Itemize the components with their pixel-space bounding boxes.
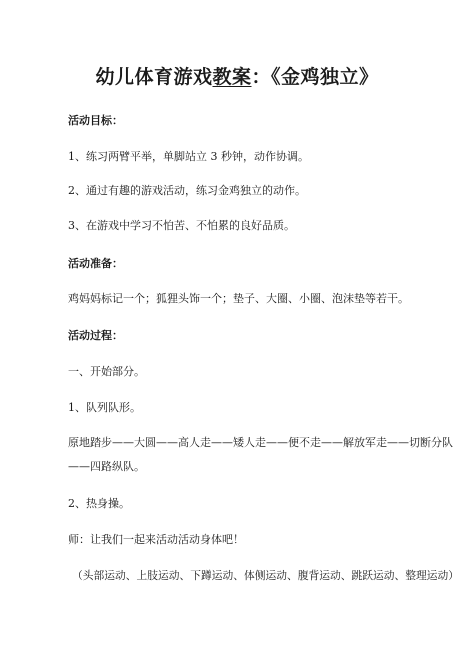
step-two: 2、热身操。 [68,497,130,510]
process-heading: 活动过程： [68,329,123,342]
title-underlined: 教案 [212,66,252,88]
walk-sequence-line-1: 原地踏步——大圆——高人走——矮人走——便不走——解放军走——切断分队 [68,436,453,449]
goal-item-1: 1、练习两臂平举，单脚站立 3 秒钟，动作协调。 [68,150,309,163]
goal-item-2: 2、通过有趣的游戏活动，练习金鸡独立的动作。 [68,184,306,197]
part-one-heading: 一、开始部分。 [68,365,145,378]
title-suffix: ：《金鸡独立》 [251,66,379,88]
teacher-line: 师：让我们一起来活动活动身体吧！ [68,533,244,546]
goals-heading: 活动目标： [68,114,123,127]
prep-heading: 活动准备： [68,257,123,270]
title-prefix: 幼儿体育游戏 [95,66,213,88]
walk-sequence-line-2: ——四路纵队。 [68,460,145,473]
prep-text: 鸡妈妈标记一个；狐狸头饰一个；垫子、大圈、小圈、泡沫垫等若干。 [68,292,409,305]
document-title [0,62,474,89]
step-one: 1、队列队形。 [68,401,141,414]
exercise-list: （头部运动、上肢运动、下蹲运动、体侧运动、腹背运动、跳跃运动、整理运动） [72,569,460,582]
goal-item-3: 3、在游戏中学习不怕苦、不怕累的良好品质。 [68,219,295,232]
